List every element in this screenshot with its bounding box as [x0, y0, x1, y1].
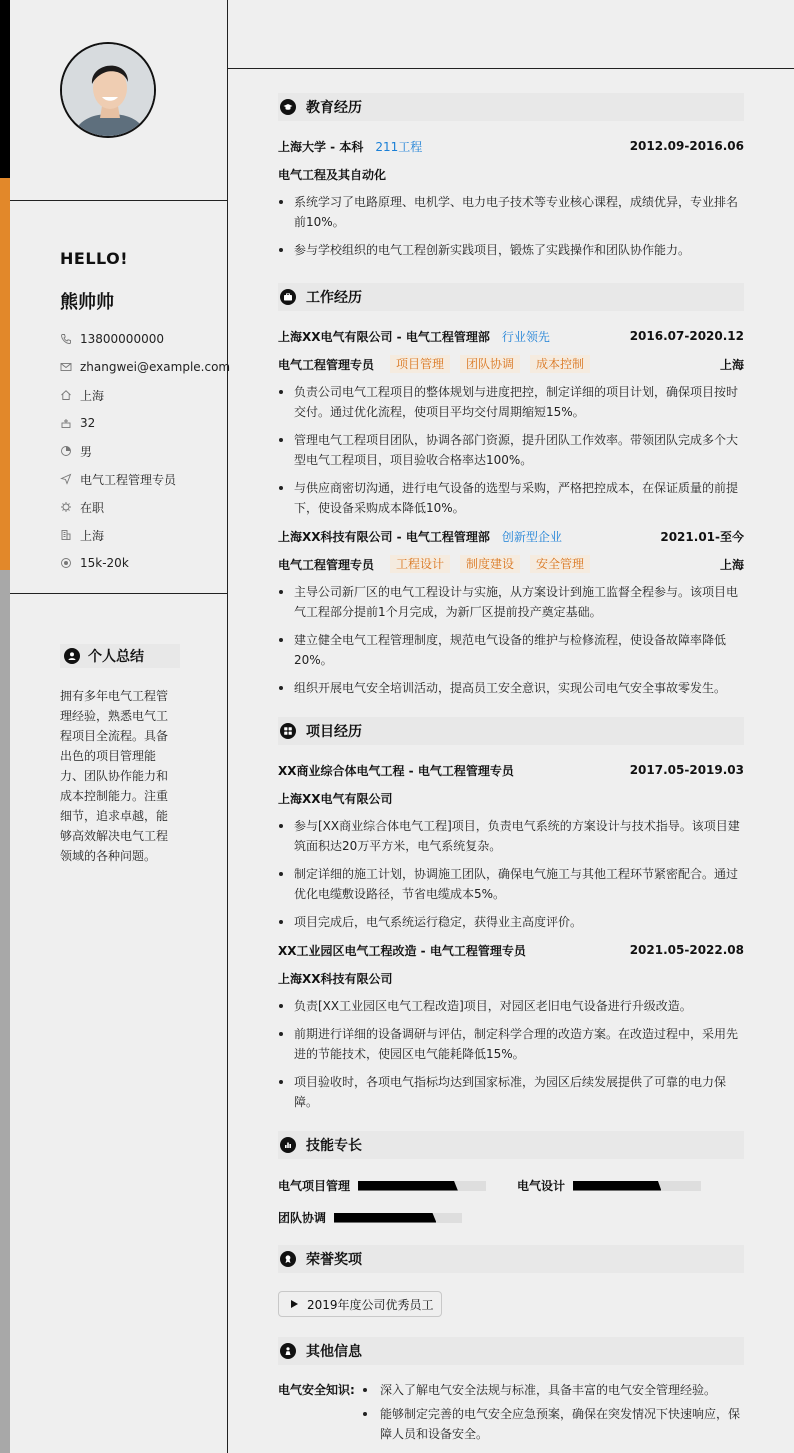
education-title: 教育经历 — [306, 100, 362, 116]
summary-title: 个人总结 — [88, 649, 144, 665]
info-text: zhangwei@example.com — [80, 360, 231, 374]
list-item: 深入了解电气安全法规与标准，具备丰富的电气安全管理经验。 — [360, 1380, 744, 1400]
sidebar — [10, 0, 231, 1453]
skill-bar-fill — [573, 1181, 661, 1191]
project-company-row — [278, 968, 744, 988]
mail-icon — [60, 361, 72, 373]
list-item: 项目完成后，电气系统运行稳定，获得业主高度评价。 — [278, 912, 744, 932]
job-position: 电气工程管理专员 — [278, 557, 375, 572]
job-date: 2021.01-至今 — [660, 529, 744, 544]
skill-item — [517, 1177, 701, 1194]
skill-bar — [334, 1213, 462, 1223]
education-bullets — [278, 192, 744, 268]
summary-heading — [60, 644, 180, 668]
award-text: 2019年度公司优秀员工 — [307, 1297, 434, 1312]
job-city: 上海 — [719, 357, 744, 372]
project-row — [278, 760, 744, 780]
projects-title: 项目经历 — [306, 724, 362, 740]
list-item: 负责[XX工业园区电气工程改造]项目，对园区老旧电气设备进行升级改造。 — [278, 996, 744, 1016]
job-row — [278, 526, 744, 546]
project-company-row — [278, 788, 744, 808]
project-name: XX工业园区电气工程改造 - 电气工程管理专员 — [278, 943, 526, 958]
info-phone — [60, 325, 230, 353]
skill-tag: 项目管理 — [390, 355, 450, 373]
skill-bar — [573, 1181, 701, 1191]
skills-heading — [278, 1131, 744, 1159]
info-text: 上海 — [80, 388, 105, 403]
info-text: 在职 — [80, 500, 105, 515]
company-tag: 行业领先 — [501, 329, 550, 344]
skill-bar-fill — [358, 1181, 458, 1191]
info-email — [60, 353, 230, 381]
hello-text: HELLO! — [60, 249, 129, 268]
side-strip-orange — [0, 178, 10, 570]
salary-icon — [60, 557, 72, 569]
skill-tag: 安全管理 — [530, 555, 590, 573]
list-item: 与供应商密切沟通，进行电气设备的选型与采购，严格把控成本，在保证质量的前提下，使设备采购成本降低10%。 — [278, 478, 744, 518]
info-text: 电气工程管理专员 — [80, 472, 177, 487]
building-icon — [60, 529, 72, 541]
sidebar-divider — [10, 593, 228, 594]
list-item: 参与学校组织的电气工程创新实践项目，锻炼了实践操作和团队协作能力。 — [278, 240, 744, 260]
project-date: 2021.05-2022.08 — [629, 943, 744, 957]
info-status — [60, 493, 230, 521]
skill-item — [278, 1177, 486, 1194]
bar-chart-icon — [280, 1137, 296, 1153]
header-divider — [228, 68, 794, 69]
graduation-cap-icon — [280, 99, 296, 115]
info-gender — [60, 437, 230, 465]
other-title: 其他信息 — [306, 1344, 362, 1360]
projects-heading — [278, 717, 744, 745]
info-text: 15k-20k — [80, 556, 129, 570]
summary-text: 拥有多年电气工程管理经验，熟悉电气工程项目全流程。具备出色的项目管理能力、团队协作能力和成本控制能力。注重细节，追求卓越，能够高效解决电气工程领域的各种问题。 — [60, 689, 169, 863]
info-text: 男 — [80, 444, 93, 459]
cake-icon — [60, 417, 72, 429]
skill-name: 电气项目管理 — [278, 1179, 351, 1193]
job-date: 2016.07-2020.12 — [629, 329, 744, 343]
info-location — [60, 381, 230, 409]
skill-bar — [358, 1181, 486, 1191]
skill-name: 电气设计 — [517, 1179, 566, 1193]
list-item: 组织开展电气安全培训活动，提高员工安全意识，实现公司电气安全事故零发生。 — [278, 678, 744, 698]
project-date: 2017.05-2019.03 — [629, 763, 744, 777]
major-name: 电气工程及其自动化 — [278, 167, 387, 182]
other-label: 电气安全知识: — [278, 1383, 355, 1397]
skill-tag: 团队协调 — [460, 355, 520, 373]
skill-tag: 工程设计 — [390, 555, 450, 573]
project-bullets — [278, 996, 744, 1120]
list-item: 前期进行详细的设备调研与评估，制定科学合理的改造方案。在改造过程中，采用先进的节能技术，使园区电气能耗降低15%。 — [278, 1024, 744, 1064]
work-heading — [278, 283, 744, 311]
status-icon — [60, 501, 72, 513]
list-item: 负责公司电气工程项目的整体规划与进度把控，制定详细的项目计划，确保项目按时交付。通过优化流程，使项目平均交付周期缩短15%。 — [278, 382, 744, 422]
project-company: 上海XX科技有限公司 — [278, 971, 393, 986]
phone-icon — [60, 333, 72, 345]
contact-info-list — [60, 325, 230, 577]
home-icon — [60, 389, 72, 401]
skill-tag: 制度建设 — [460, 555, 520, 573]
project-company: 上海XX电气有限公司 — [278, 791, 393, 806]
list-item: 制定详细的施工计划，协调施工团队，确保电气施工与其他工程环节紧密配合。通过优化电缆敷设路径，节省电缆成本5%。 — [278, 864, 744, 904]
list-item: 系统学习了电路原理、电机学、电力电子技术等专业核心课程，成绩优异，专业排名前10%。 — [278, 192, 744, 232]
info-text: 13800000000 — [80, 332, 164, 346]
skill-tag: 成本控制 — [530, 355, 590, 373]
job-row — [278, 326, 744, 346]
info-salary — [60, 549, 230, 577]
award-icon — [280, 1251, 296, 1267]
skill-item — [278, 1209, 462, 1226]
honors-heading — [278, 1245, 744, 1273]
list-item: 建立健全电气工程管理制度，规范电气设备的维护与检修流程，使设备故障率降低20%。 — [278, 630, 744, 670]
person-icon — [64, 648, 80, 664]
project-row — [278, 940, 744, 960]
major-row — [278, 164, 744, 184]
avatar — [60, 42, 156, 138]
info-age — [60, 409, 230, 437]
school-name: 上海大学 - 本科 — [278, 139, 364, 154]
other-bullets — [360, 1380, 744, 1448]
play-icon — [291, 1300, 298, 1308]
company-name: 上海XX电气有限公司 - 电气工程管理部 — [278, 329, 490, 344]
job-position-row — [278, 554, 744, 574]
job-bullets — [278, 582, 744, 706]
list-item: 参与[XX商业综合体电气工程]项目，负责电气系统的方案设计与技术指导。该项目建筑面积达20万平方米，电气系统复杂。 — [278, 816, 744, 856]
job-position-row — [278, 354, 744, 374]
skill-bar-fill — [334, 1213, 436, 1223]
project-bullets — [278, 816, 744, 940]
profile-name: 熊帅帅 — [60, 292, 114, 313]
skills-title: 技能专长 — [306, 1138, 362, 1154]
info-city — [60, 521, 230, 549]
gender-icon — [60, 445, 72, 457]
briefcase-icon — [280, 289, 296, 305]
skill-name: 团队协调 — [278, 1211, 327, 1225]
education-date: 2012.09-2016.06 — [629, 139, 744, 153]
education-heading — [278, 93, 744, 121]
job-bullets — [278, 382, 744, 526]
work-title: 工作经历 — [306, 290, 362, 306]
info-position — [60, 465, 230, 493]
info-text: 32 — [80, 416, 96, 430]
job-position: 电气工程管理专员 — [278, 357, 375, 372]
school-tag: 211工程 — [375, 139, 423, 154]
other-heading — [278, 1337, 744, 1365]
award-chip — [278, 1291, 442, 1317]
company-name: 上海XX科技有限公司 - 电气工程管理部 — [278, 529, 490, 544]
grid-icon — [280, 723, 296, 739]
info-text: 上海 — [80, 528, 105, 543]
side-strip-gray — [0, 570, 10, 1453]
people-icon — [280, 1343, 296, 1359]
send-icon — [60, 473, 72, 485]
company-tag: 创新型企业 — [501, 529, 562, 544]
list-item: 项目验收时，各项电气指标均达到国家标准，为园区后续发展提供了可靠的电力保障。 — [278, 1072, 744, 1112]
list-item: 主导公司新厂区的电气工程设计与实施，从方案设计到施工监督全程参与。该项目电气工程部分提前1个月完成，为新厂区提前投产奠定基础。 — [278, 582, 744, 622]
sidebar-divider — [10, 200, 228, 201]
honors-title: 荣誉奖项 — [306, 1252, 362, 1268]
side-strip-black — [0, 0, 10, 178]
project-name: XX商业综合体电气工程 - 电气工程管理专员 — [278, 763, 514, 778]
job-city: 上海 — [719, 557, 744, 572]
education-row — [278, 136, 744, 156]
list-item: 能够制定完善的电气安全应急预案，确保在突发情况下快速响应，保障人员和设备安全。 — [360, 1404, 744, 1444]
list-item: 管理电气工程项目团队，协调各部门资源，提升团队工作效率。带领团队完成多个大型电气工程项目，项目验收合格率达100%。 — [278, 430, 744, 470]
